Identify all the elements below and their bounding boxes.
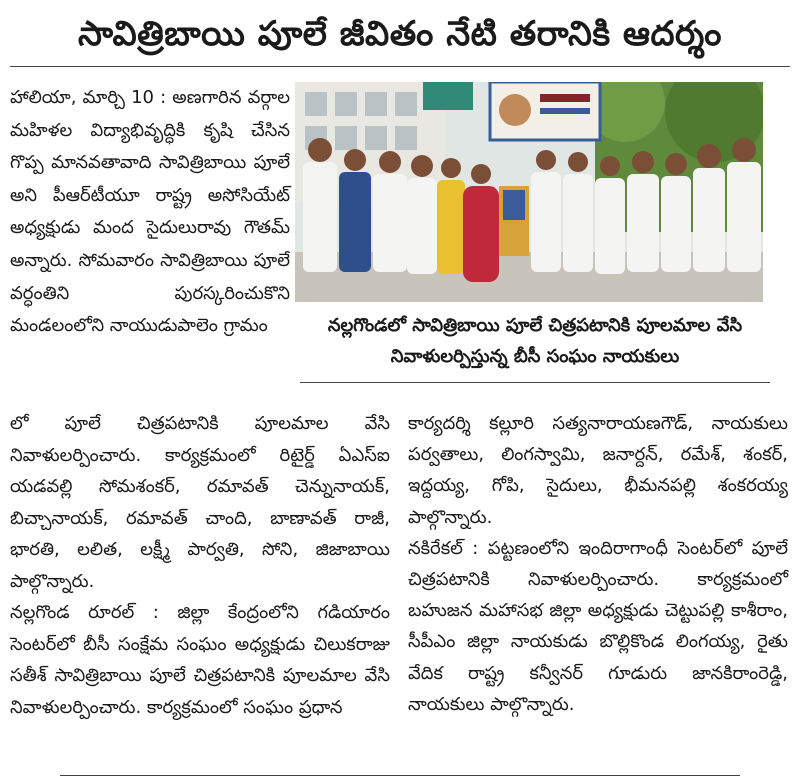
- article-column-left-bottom: [10, 408, 390, 723]
- article-paragraph: లో పూలే చిత్రపటానికి పూలమాల వేసి నివాళులర్పించారు. కార్యక్రమంలో రిటైర్డ్ ఏఎస్‌ఐ యడవల్లి సోమశంకర్, రమావత్ చెన్నునాయక్, బిచ్చానాయక్, రమావత్ చాంది, బాణావత్ రాజీ, భారతి, లలిత, లక్ష్మీ పార్వతి, సోని, జిజాబాయి పాల్గొన్నారు.: [10, 413, 390, 592]
- headline-rule: [10, 66, 790, 67]
- article-paragraph: హాలియా, మార్చి 10 : అణగారిన వర్గాల మహిళల విద్యాభివృద్ధికి కృషి చేసిన గొప్ప మానవతావాది సావిత్రిబాయి పూలే అని పీఆర్‌టీయూ రాష్ట్ర అసోసియేట్ అధ్యక్షుడు మంద సైదులురావు గౌతమ్ అన్నారు. సోమవారం సావిత్రిబాయి పూలే వర్ధంతిని పురస్కరించుకొని మండలంలోని నాయుడుపాలెం గ్రామం: [10, 87, 290, 337]
- article-paragraph: నల్లగొండ రూరల్ : జిల్లా కేంద్రంలోని గడియారం సెంటర్‌లో బీసీ సంక్షేమ సంఘం అధ్యక్షుడు చిలుకరాజు సతీశ్ సావిత్రిబాయి పూలే చిత్రపటానికి పూలమాల వేసి నివాళులర్పించారు. కార్యక్రమంలో సంఘం ప్రధాన: [10, 602, 390, 718]
- bottom-rule: [60, 775, 740, 776]
- photo-caption: నల్లగొండలో సావిత్రిబాయి పూలే చిత్రపటానికి పూలమాల వేసి నివాళులర్పిస్తున్న బీసీ సంఘం నాయకులు: [327, 315, 743, 367]
- article-paragraph: కార్యదర్శి కల్లూరి సత్యనారాయణగౌడ్, నాయకులు పర్వతాలు, లింగస్వామి, జనార్దన్, రమేశ్, శంకర్, ఇద్దయ్య, గోపి, సైదులు, భీమనపల్లి శంకరయ్య పాల్గొన్నారు.: [408, 413, 788, 528]
- headline: సావిత్రిబాయి పూలే జీవితం నేటి తరానికి ఆదర్శం: [77, 14, 723, 54]
- news-photo-illustration: [295, 82, 763, 302]
- article-paragraph: నకిరేకల్ : పట్టణంలోని ఇందిరాగాంధీ సెంటర్‌లో పూలే చిత్రపటానికి నివాళులర్పించారు. కార్యక్రమంలో బహుజన మహాసభ జిల్లా అధ్యక్షుడు చెట్టుపల్లి కాశీరాం, సీపీఎం జిల్లా నాయకుడు బొల్లికొండ లింగయ్య, రైతు వేదిక రాష్ట్ర కన్వీనర్ గూడురు జానకిరాంరెడ్డి, నాయకులు పాల్గొన్నారు.: [408, 537, 788, 715]
- news-photo: [295, 82, 763, 302]
- article-column-left-top: [10, 82, 290, 343]
- caption-rule: [300, 382, 770, 383]
- article-column-right: [408, 408, 788, 720]
